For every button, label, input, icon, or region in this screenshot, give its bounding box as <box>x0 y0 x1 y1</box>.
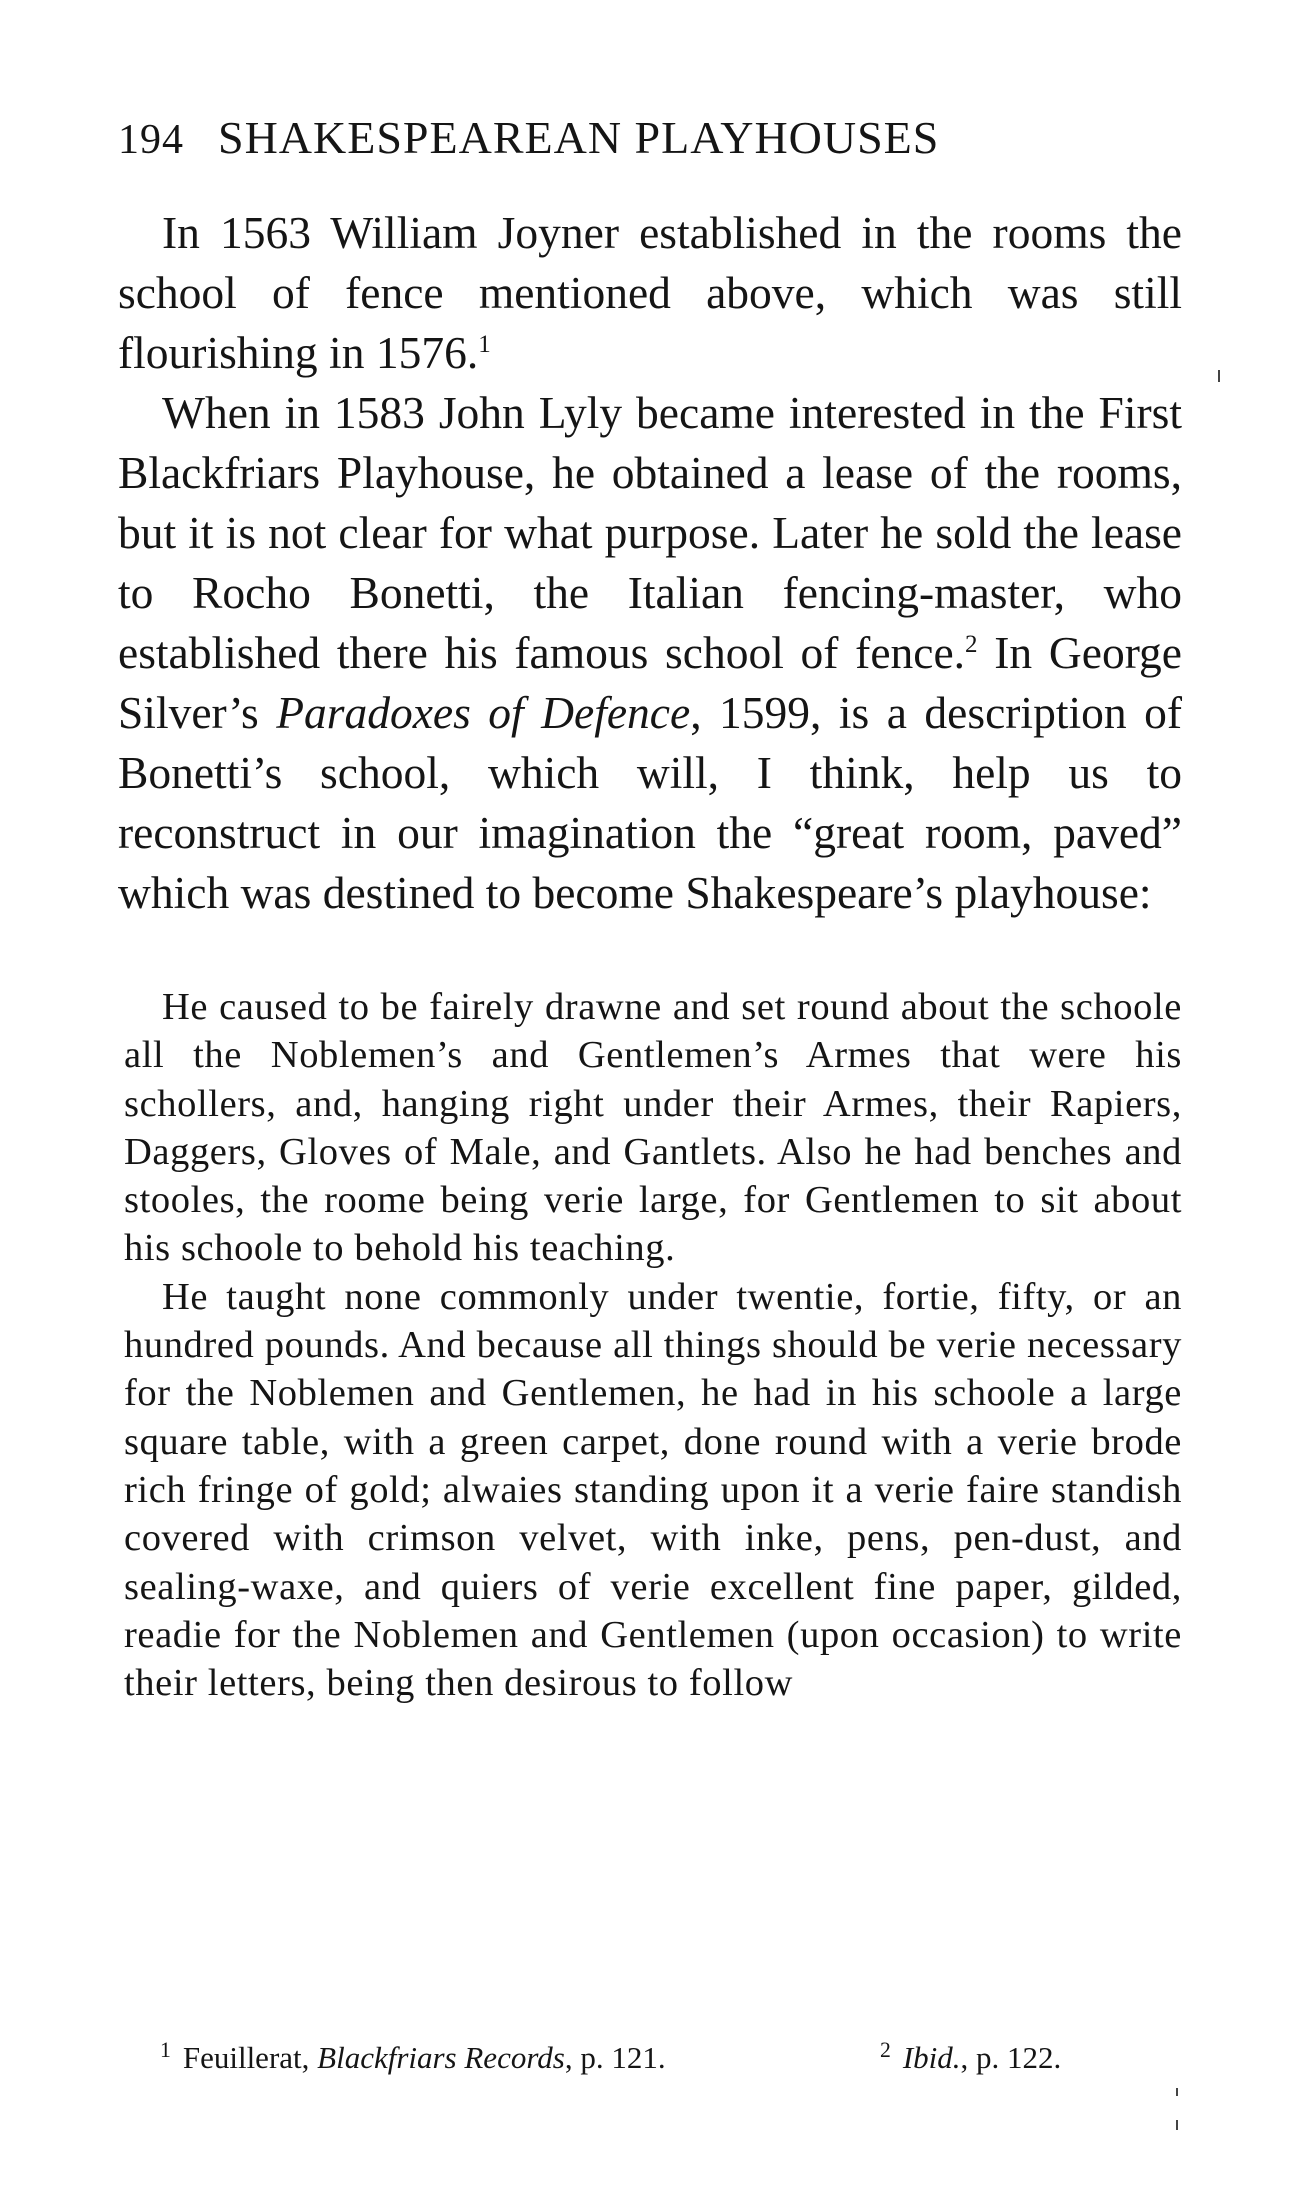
scan-mark <box>1176 2088 1178 2096</box>
paragraph-2-text-b: In George Silver’s <box>118 627 1182 738</box>
scan-mark <box>1218 370 1220 382</box>
running-title: SHAKESPEAREAN PLAYHOUSES <box>218 112 940 163</box>
footnote-1-number: 1 <box>160 2037 171 2062</box>
page-number: 194 <box>118 117 184 163</box>
paragraph-2-text-a: When in 1583 John Lyly became interested in the First Blackfriars Playhouse, he obtained a lease of the rooms, but it is not clear for what purpose. Later he sold the lease to Rocho Bonetti, the Italian fencing-master, who established there his famous school of fence. <box>118 387 1182 678</box>
footnote-1-page: , p. 121. <box>564 2040 666 2075</box>
footnote-2-page: , p. 122. <box>960 2040 1062 2075</box>
footnote-ref-1: 1 <box>478 330 491 358</box>
paragraph-2-text-c: , 1599, is a description of Bonetti’s school, which will, I think, help us to reconstruct in our imagination the “great room, paved” which was destined to become Shakespeare’s playhouse: <box>118 687 1182 918</box>
footnote-2-title: Ibid. <box>902 2040 961 2075</box>
footnotes <box>160 2038 1160 2078</box>
quotation-paragraph-2: He taught none commonly under twentie, fortie, fifty, or an hundred pounds. And because all things should be verie necessary for the Noblemen and Gentlemen, he had in his schoole a large square table, with a green carpet, done round with a verie brode rich fringe of gold; alwaies standing upon it a verie faire standish covered with crimson velvet, with inke, pens, pen-dust, and sealing-waxe, and quiers of verie excellent fine paper, gilded, readie for the Noblemen and Gentlemen (upon occasion) to write their letters, being then desirous to follow <box>124 1275 1182 1705</box>
footnote-1 <box>160 2037 666 2075</box>
body-text <box>118 203 1182 923</box>
paragraph-1-text: In 1563 William Joyner established in the rooms the school of fence mentioned above, which was still flourishing in 1576. <box>118 207 1182 378</box>
footnote-1-author: Feuillerat, <box>182 2040 318 2075</box>
footnote-2-number: 2 <box>880 2037 891 2062</box>
quotation-paragraph-1: He caused to be fairely drawne and set round about the schoole all the Noblemen’s and Gentlemen’s Armes that were his schollers, and, hanging right under their Armes, their Rapiers, Daggers, Gloves of Male, and Gantlets. Also he had benches and stooles, the roome being verie large, for Gentlemen to sit about his schoole to behold his teaching. <box>124 986 1182 1270</box>
footnote-ref-2: 2 <box>965 630 978 658</box>
running-header <box>118 108 1182 170</box>
paragraph-2 <box>118 383 1182 923</box>
footnote-1-title: Blackfriars Records <box>317 2040 565 2075</box>
book-title: Paradoxes of Defence <box>276 687 691 738</box>
scan-mark <box>1176 2120 1178 2130</box>
footnote-2 <box>880 2038 1061 2078</box>
paragraph-1 <box>118 203 1182 383</box>
block-quotation <box>124 983 1182 1707</box>
